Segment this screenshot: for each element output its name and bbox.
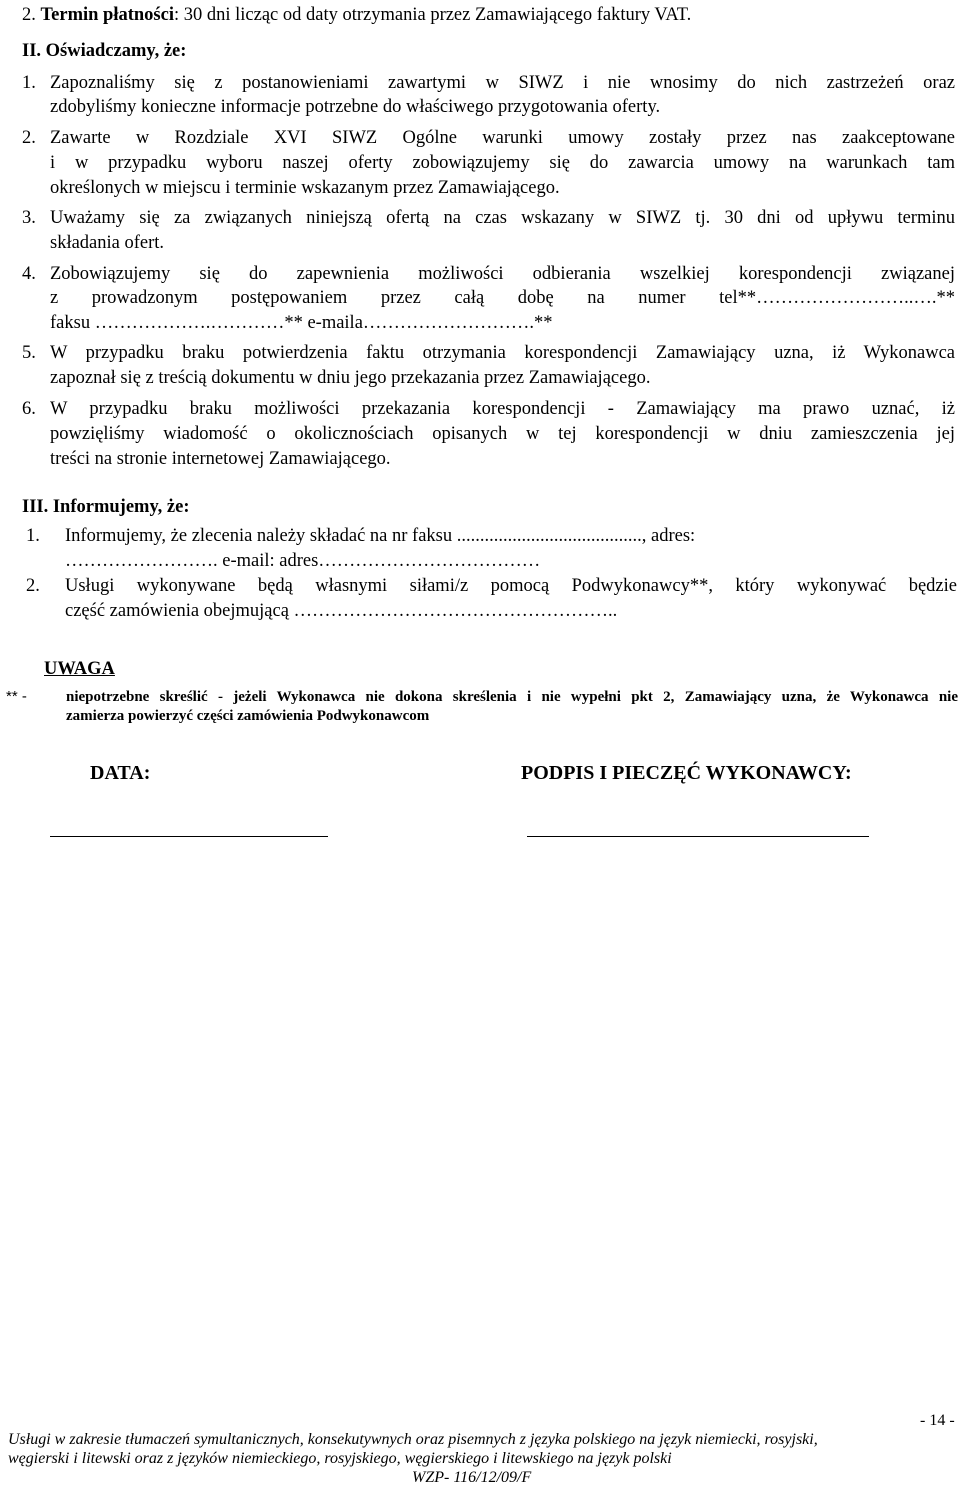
declare-item-2-line-1: Zawarte w Rozdziale XVI SIWZ Ogólne warunki umowy zostały przez nas zaakceptowane	[50, 128, 955, 148]
note-heading: UWAGA	[44, 659, 115, 679]
declare-item-4-number: 4.	[22, 264, 36, 284]
footer-ref: WZP- 116/12/09/F	[412, 1469, 532, 1486]
payment-term-text: : 30 dni licząc od daty otrzymania przez Zamawiającego faktury VAT.	[173, 5, 692, 25]
page-number: - 14 -	[920, 1412, 955, 1429]
inform-item-1-number: 1.	[26, 526, 40, 546]
declare-item-4-line-1: Zobowiązujemy się do zapewnienia możliwości odbierania wszelkiej korespondencji związanej	[50, 264, 955, 284]
declare-item-1-line-2: zdobyliśmy konieczne informacje potrzebne do właściwego przygotowania oferty.	[50, 97, 661, 117]
note-line-2: zamierza powierzyć części zamówienia Podwykonawcom	[66, 708, 430, 724]
inform-item-2-number: 2.	[26, 576, 40, 596]
declare-item-5-line-1: W przypadku braku potwierdzenia faktu otrzymania korespondencji Zamawiający uzna, iż Wykonawca	[50, 343, 955, 363]
contractor-signature-line	[527, 836, 869, 837]
inform-item-2-line-2: część zamówienia obejmującą ……………………………………………..	[65, 601, 618, 621]
note-line-1: niepotrzebne skreślić - jeżeli Wykonawca nie dokona skreślenia i nie wypełni pkt 2, Zamawiający uzna, że Wykonawca nie	[66, 689, 958, 705]
payment-term-line	[22, 4, 691, 26]
date-signature-line	[50, 836, 328, 837]
date-label: DATA:	[90, 762, 151, 784]
declare-item-1-line-1: Zapoznaliśmy się z postanowieniami zawartymi w SIWZ i nie wnosimy do nich zastrzeżeń oraz	[50, 73, 955, 93]
declare-heading-text: II. Oświadczamy, że:	[22, 41, 187, 61]
note-marker: ** -	[6, 688, 27, 705]
declare-item-6-number: 6.	[22, 399, 36, 419]
footer-line-2: węgierski i litewski oraz z języków niemieckiego, rosyjskiego, węgierskiego i litewskiego na język polski	[8, 1450, 672, 1467]
declare-item-1-number: 1.	[22, 73, 36, 93]
declare-item-4-line-3: faksu ……………….…………** e-maila……………………….**	[50, 313, 553, 333]
declare-item-6-line-2: powzięliśmy wiadomość o okolicznościach opisanych w tej korespondencji w dniu zamieszczenia jej	[50, 424, 955, 444]
declare-item-6-line-3: treści na stronie internetowej Zamawiającego.	[50, 449, 391, 469]
payment-term-number: 2.	[22, 5, 36, 25]
declare-item-2-line-3: określonych w miejscu i terminie wskazanym przez Zamawiającego.	[50, 178, 560, 198]
declare-item-2-number: 2.	[22, 128, 36, 148]
declare-item-4-line-2: z prowadzonym postępowaniem przez całą dobę na numer tel**……………………..….**	[50, 288, 955, 308]
inform-item-2-line-1: Usługi wykonywane będą własnymi siłami/z pomocą Podwykonawcy**, który wykonywać będzie	[65, 576, 957, 596]
declare-heading	[22, 40, 186, 62]
declare-item-3-line-2: składania ofert.	[50, 233, 165, 253]
inform-item-1-line-1: Informujemy, że zlecenia należy składać na nr faksu ........................................, adres:	[65, 526, 696, 546]
declare-item-2-line-2: i w przypadku wyboru naszej oferty zobowiązujemy się do zawarcia umowy na warunkach tam	[50, 153, 955, 173]
declare-item-3-number: 3.	[22, 208, 36, 228]
inform-item-1-line-2: ……………………. e-mail: adres………………………………	[65, 551, 541, 571]
footer-line-1: Usługi w zakresie tłumaczeń symultanicznych, konsekutywnych oraz pisemnych z języka polskiego na język niemiecki, rosyjski,	[8, 1431, 818, 1448]
inform-heading	[22, 496, 190, 518]
declare-item-5-line-2: zapoznał się z treścią dokumentu w dniu jego przekazania przez Zamawiającego.	[50, 368, 651, 388]
declare-item-3-line-1: Uważamy się za związanych niniejszą ofertą na czas wskazany w SIWZ tj. 30 dni od upływu terminu	[50, 208, 955, 228]
payment-term-label: Termin płatności	[40, 5, 174, 25]
declare-item-6-line-1: W przypadku braku możliwości przekazania korespondencji - Zamawiający ma prawo uznać, iż	[50, 399, 955, 419]
signature-label: PODPIS I PIECZĘĆ WYKONAWCY:	[521, 762, 852, 784]
declare-item-5-number: 5.	[22, 343, 36, 363]
inform-heading-text: III. Informujemy, że:	[22, 497, 190, 517]
